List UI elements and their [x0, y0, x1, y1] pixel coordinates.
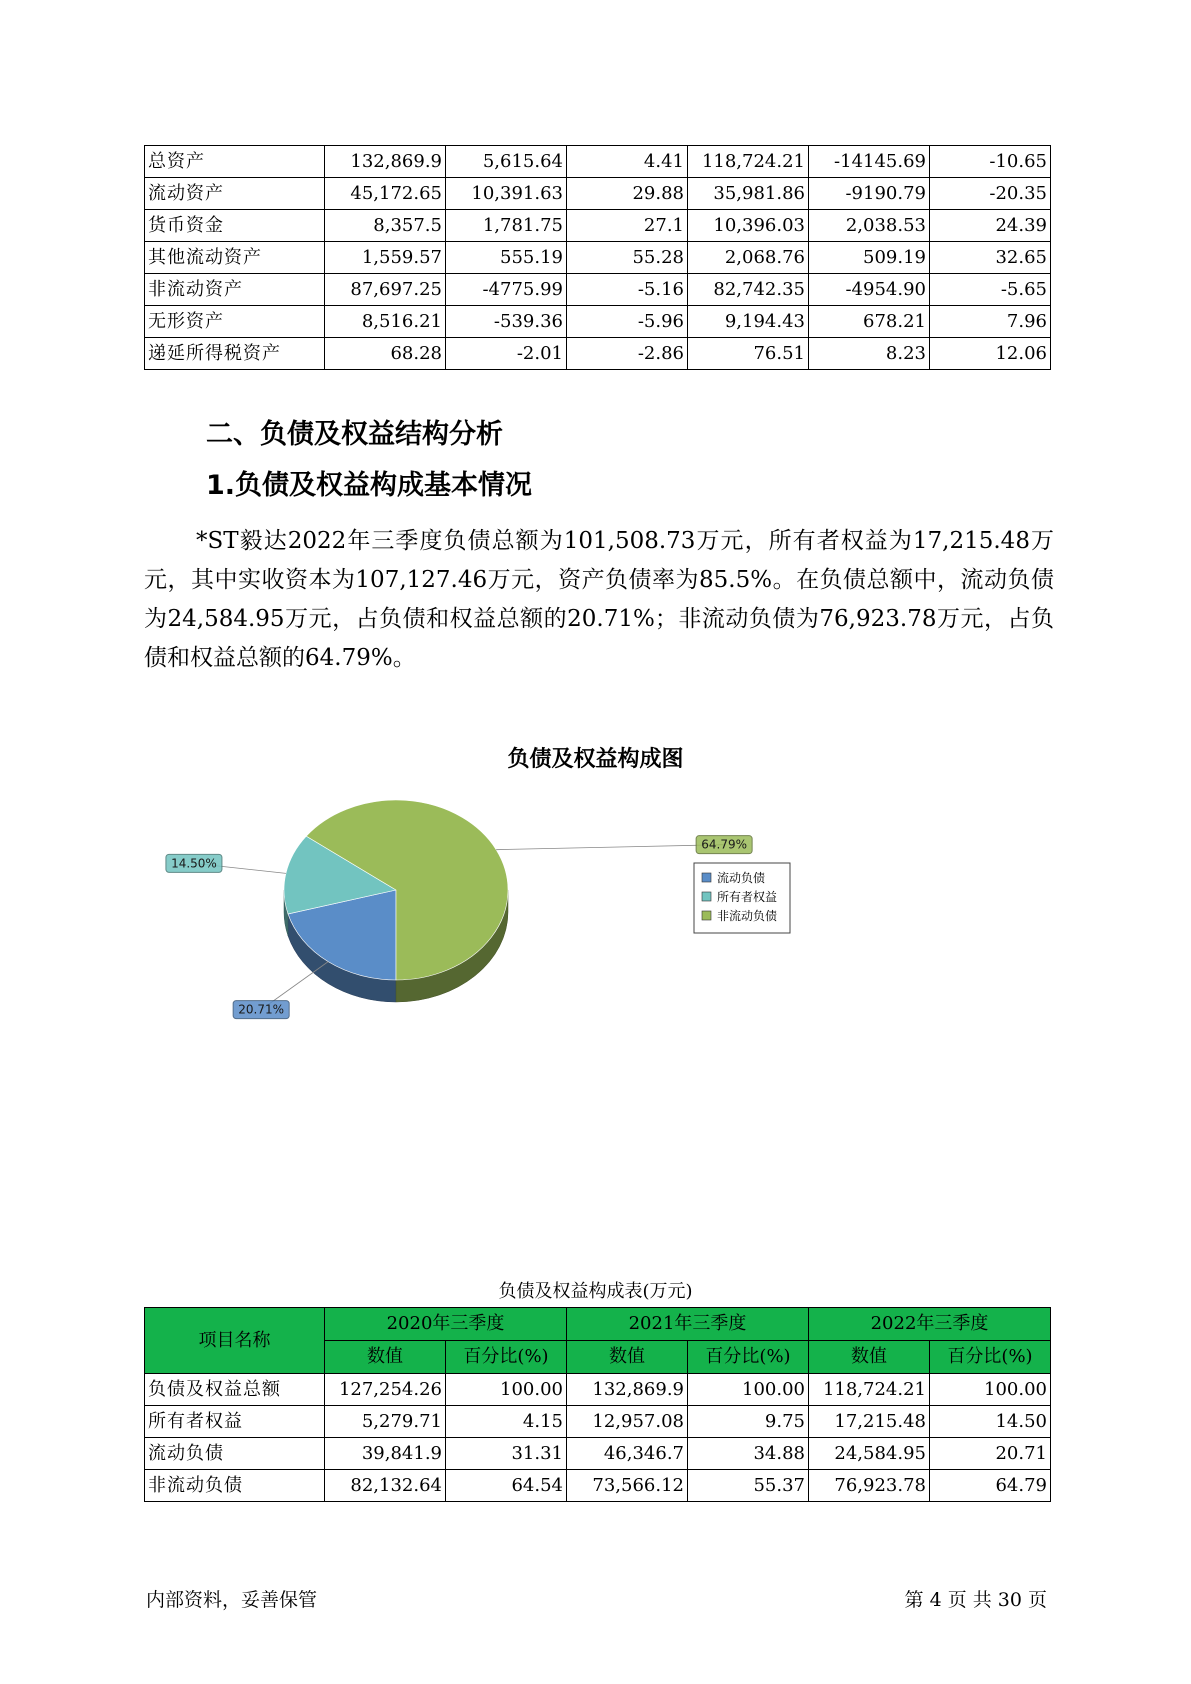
table-cell: -20.35	[930, 178, 1051, 210]
table-cell: 8,357.5	[325, 210, 446, 242]
table-cell: -4954.90	[809, 274, 930, 306]
table-cell: 27.1	[567, 210, 688, 242]
table-cell: 5,279.71	[325, 1406, 446, 1438]
svg-text:20.71%: 20.71%	[238, 1002, 285, 1017]
table-cell: -5.96	[567, 306, 688, 338]
table-cell: 14.50	[930, 1406, 1051, 1438]
table-cell: 32.65	[930, 242, 1051, 274]
table-cell: 100.00	[446, 1374, 567, 1406]
table-cell: 118,724.21	[688, 146, 809, 178]
pie-data-label	[166, 854, 286, 873]
table-row	[145, 242, 1051, 274]
header-value: 数值	[809, 1341, 930, 1374]
row-label: 其他流动资产	[145, 242, 325, 274]
table-cell: 55.28	[567, 242, 688, 274]
table-cell: 132,869.9	[567, 1374, 688, 1406]
table-cell: 1,559.57	[325, 242, 446, 274]
analysis-paragraph: *ST毅达2022年三季度负债总额为101,508.73万元，所有者权益为17,215.48万元，其中实收资本为107,127.46万元，资产负债率为85.5%。在负债总额中，流动负债为24,584.95万元，占负债和权益总额的20.71%；非流动负债为76,923.78万元，占负债和权益总额的64.79%。	[144, 528, 1054, 671]
asset-change-table	[144, 145, 1051, 370]
table-cell: 82,742.35	[688, 274, 809, 306]
header-item-name: 项目名称	[145, 1308, 325, 1374]
svg-text:14.50%: 14.50%	[171, 856, 217, 871]
table-cell: 5,615.64	[446, 146, 567, 178]
table-row	[145, 274, 1051, 306]
table-cell: 35,981.86	[688, 178, 809, 210]
table-cell: -539.36	[446, 306, 567, 338]
table-cell: 24,584.95	[809, 1438, 930, 1470]
table-cell: 39,841.9	[325, 1438, 446, 1470]
table-cell: 76.51	[688, 338, 809, 370]
table-cell: 132,869.9	[325, 146, 446, 178]
row-label: 递延所得税资产	[145, 338, 325, 370]
table-cell: -9190.79	[809, 178, 930, 210]
table-cell: 100.00	[930, 1374, 1051, 1406]
footer-confidential: 内部资料，妥善保管	[146, 1589, 318, 1611]
table-cell: 118,724.21	[809, 1374, 930, 1406]
table-cell: 12,957.08	[567, 1406, 688, 1438]
table-cell: 17,215.48	[809, 1406, 930, 1438]
legend-swatch	[702, 892, 711, 901]
header-value: 数值	[567, 1341, 688, 1374]
row-label: 货币资金	[145, 210, 325, 242]
table-cell: 64.79	[930, 1470, 1051, 1502]
header-percent: 百分比(%)	[930, 1341, 1051, 1374]
legend-swatch	[702, 873, 711, 882]
table-cell: 64.54	[446, 1470, 567, 1502]
table-cell: 87,697.25	[325, 274, 446, 306]
header-value: 数值	[325, 1341, 446, 1374]
table-cell: 127,254.26	[325, 1374, 446, 1406]
header-percent: 百分比(%)	[688, 1341, 809, 1374]
table-row	[145, 1470, 1051, 1502]
table-cell: -5.65	[930, 274, 1051, 306]
table-cell: 76,923.78	[809, 1470, 930, 1502]
footer-page-number: 第 4 页 共 30 页	[904, 1589, 1047, 1611]
table-cell: 2,068.76	[688, 242, 809, 274]
table-cell: 73,566.12	[567, 1470, 688, 1502]
table-cell: 4.15	[446, 1406, 567, 1438]
table-row	[145, 338, 1051, 370]
table-cell: -2.01	[446, 338, 567, 370]
table-cell: 555.19	[446, 242, 567, 274]
table-cell: 100.00	[688, 1374, 809, 1406]
table-row	[145, 1406, 1051, 1438]
table-cell: 10,396.03	[688, 210, 809, 242]
table-cell: -4775.99	[446, 274, 567, 306]
pie-chart	[171, 790, 880, 1050]
table-cell: 7.96	[930, 306, 1051, 338]
table-cell: 24.39	[930, 210, 1051, 242]
liability-equity-table	[144, 1307, 1051, 1502]
table-cell: 31.31	[446, 1438, 567, 1470]
chart-title: 负债及权益构成图	[507, 747, 684, 772]
table-cell: 29.88	[567, 178, 688, 210]
table-row	[145, 306, 1051, 338]
table-row	[145, 178, 1051, 210]
section-heading: 二、负债及权益结构分析	[206, 419, 503, 450]
table-row	[145, 146, 1051, 178]
table-cell: -2.86	[567, 338, 688, 370]
table-cell: 34.88	[688, 1438, 809, 1470]
table-cell: 9,194.43	[688, 306, 809, 338]
row-label: 非流动负债	[145, 1470, 325, 1502]
table-cell: 20.71	[930, 1438, 1051, 1470]
row-label: 非流动资产	[145, 274, 325, 306]
row-label: 流动负债	[145, 1438, 325, 1470]
table-cell: 4.41	[567, 146, 688, 178]
legend-label: 所有者权益	[717, 890, 778, 904]
table-cell: -5.16	[567, 274, 688, 306]
table-cell: -10.65	[930, 146, 1051, 178]
legend-label: 流动负债	[717, 871, 766, 885]
table-cell: 55.37	[688, 1470, 809, 1502]
row-label: 所有者权益	[145, 1406, 325, 1438]
table-cell: 2,038.53	[809, 210, 930, 242]
row-label: 总资产	[145, 146, 325, 178]
table-caption: 负债及权益构成表(万元)	[498, 1281, 693, 1302]
table-row	[145, 1438, 1051, 1470]
table-cell: 8,516.21	[325, 306, 446, 338]
table-cell: 10,391.63	[446, 178, 567, 210]
legend-label: 非流动负债	[717, 909, 778, 923]
header-period: 2021年三季度	[567, 1308, 809, 1341]
table-cell: 8.23	[809, 338, 930, 370]
table-cell: 45,172.65	[325, 178, 446, 210]
table-cell: 509.19	[809, 242, 930, 274]
section-subheading: 1.负债及权益构成基本情况	[206, 470, 533, 501]
table-row	[145, 1374, 1051, 1406]
svg-text:64.79%: 64.79%	[701, 837, 748, 852]
table-cell: 12.06	[930, 338, 1051, 370]
table-cell: 1,781.75	[446, 210, 567, 242]
table-cell: 68.28	[325, 338, 446, 370]
table-cell: 82,132.64	[325, 1470, 446, 1502]
table-cell: 678.21	[809, 306, 930, 338]
header-period: 2022年三季度	[809, 1308, 1051, 1341]
row-label: 无形资产	[145, 306, 325, 338]
row-label: 负债及权益总额	[145, 1374, 325, 1406]
chart-legend	[694, 863, 790, 933]
table-row	[145, 210, 1051, 242]
legend-swatch	[702, 911, 711, 920]
header-period: 2020年三季度	[325, 1308, 567, 1341]
header-percent: 百分比(%)	[446, 1341, 567, 1374]
table-cell: -14145.69	[809, 146, 930, 178]
table-cell: 9.75	[688, 1406, 809, 1438]
table-cell: 46,346.7	[567, 1438, 688, 1470]
pie-data-label	[496, 836, 752, 854]
row-label: 流动资产	[145, 178, 325, 210]
